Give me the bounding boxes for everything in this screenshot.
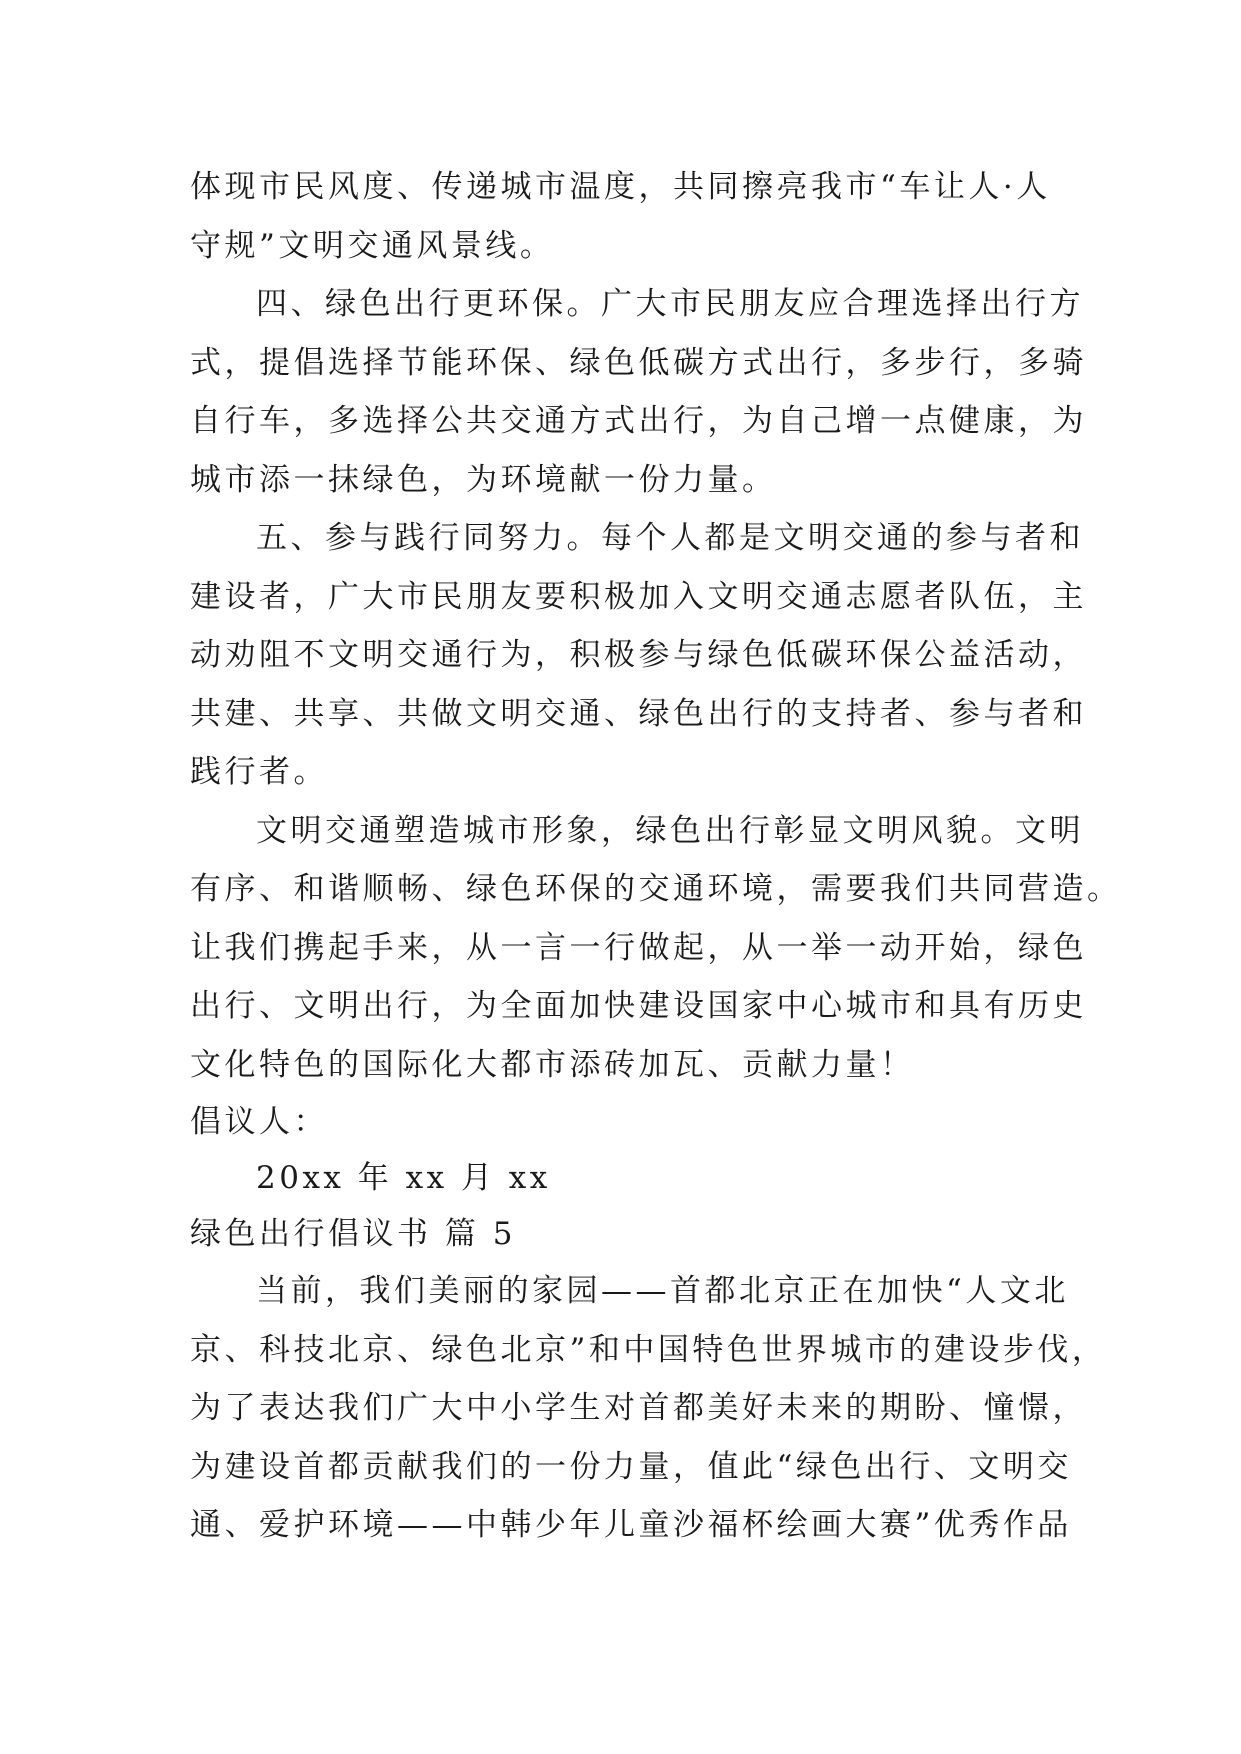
paragraph-four-start: 四、绿色出行更环保。广大市民朋友应合理选择出行方	[256, 286, 1084, 322]
section-heading: 绿色出行倡议书 篇 5	[190, 1216, 516, 1252]
text-line: 为了表达我们广大中小学生对首都美好未来的期盼、憧憬，	[190, 1390, 1087, 1426]
text-line: 践行者。	[190, 754, 328, 790]
closing-paragraph-start: 文明交通塑造城市形象，绿色出行彰显文明风貌。文明	[256, 812, 1084, 849]
text-line: 共建、共享、共做文明交通、绿色出行的支持者、参与者和	[190, 695, 1087, 732]
text-line: 有序、和谐顺畅、绿色环保的交通环境，需要我们共同营造。	[190, 871, 1122, 907]
text-line: 建设者，广大市民朋友要积极加入文明交通志愿者队伍，主	[190, 578, 1087, 615]
date-line: 20xx 年 xx 月 xx	[256, 1160, 551, 1196]
text-line: 守规”文明交通风景线。	[190, 227, 555, 264]
text-line: 京、科技北京、绿色北京”和中国特色世界城市的建设步伐，	[190, 1331, 1107, 1368]
text-line: 让我们携起手来，从一言一行做起，从一举一动开始，绿色	[190, 929, 1087, 966]
proposer-label: 倡议人：	[190, 1104, 328, 1140]
document-body	[190, 158, 1122, 1555]
text-line: 为建设首都贡献我们的一份力量，值此“绿色出行、文明交	[190, 1448, 1072, 1485]
text-line: 体现市民风度、传递城市温度，共同擦亮我市“车让人·人	[190, 169, 1051, 205]
text-line: 动劝阻不文明交通行为，积极参与绿色低碳环保公益活动，	[190, 637, 1087, 673]
text-line: 出行、文明出行，为全面加快建设国家中心城市和具有历史	[190, 988, 1087, 1024]
paragraph-five-start: 五、参与践行同努力。每个人都是文明交通的参与者和	[256, 520, 1084, 556]
text-line: 城市添一抹绿色，为环境献一份力量。	[190, 461, 777, 498]
text-line: 式，提倡选择节能环保、绿色低碳方式出行，多步行，多骑	[190, 344, 1087, 381]
section-five-paragraph-start: 当前，我们美丽的家园——首都北京正在加快“人文北	[256, 1273, 1069, 1309]
text-line: 文化特色的国际化大都市添砖加瓦、贡献力量！	[190, 1046, 915, 1083]
text-line: 通、爱护环境——中韩少年儿童沙福杯绘画大赛”优秀作品	[190, 1507, 1072, 1543]
text-line: 自行车，多选择公共交通方式出行，为自己增一点健康，为	[190, 403, 1087, 439]
